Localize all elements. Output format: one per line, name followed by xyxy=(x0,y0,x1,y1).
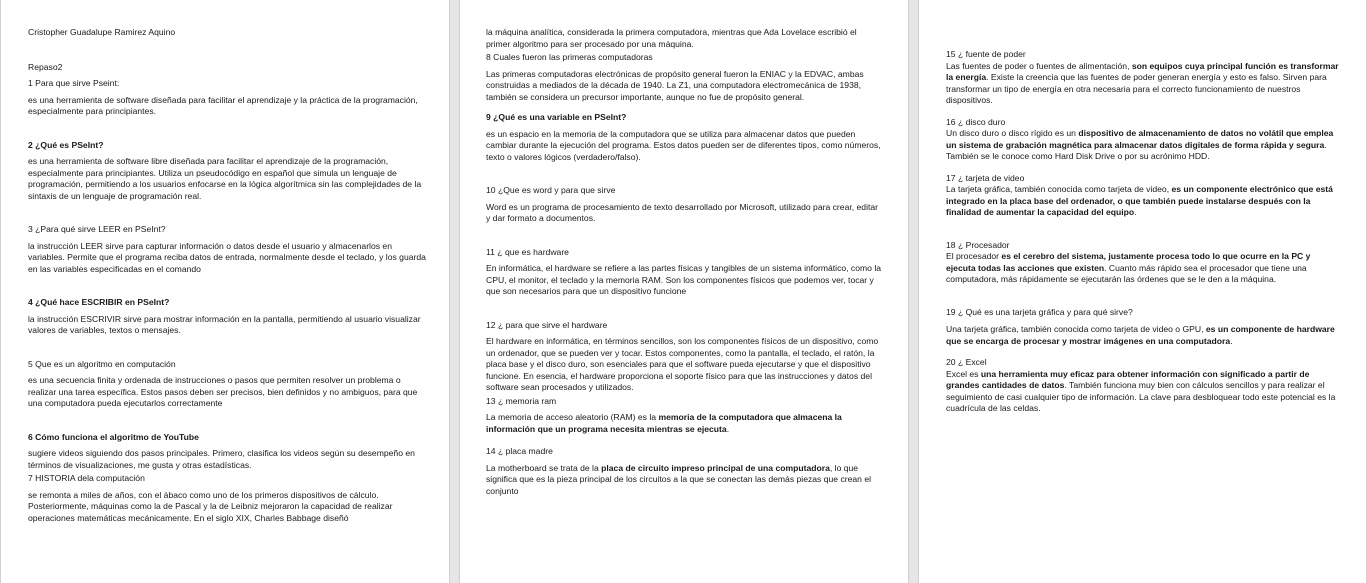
q14-answer-start: La motherboard se trata de la xyxy=(486,462,602,473)
q2-answer: es una herramienta de software libre diseñada para facilitar el aprendizaje de la programación, especialmente para principiantes. Utiliza un pseudocódigo en español que simula un lenguaje de programación, permitiendo a los usuarios enfocarse en la lógica algorítmica sin las complejidades de la sintaxis de un lenguaje de programación real. xyxy=(28,156,422,201)
q19-answer-bold: es un componente de hardware que se encarga de procesar y mostrar imágenes en una computadora xyxy=(946,324,1335,346)
q17-answer xyxy=(946,184,1340,219)
q13-answer-end: . xyxy=(726,423,730,434)
author-name: Cristopher Guadalupe Ramirez Aquino xyxy=(28,27,176,37)
q15-answer xyxy=(946,61,1340,107)
document-page-2[interactable] xyxy=(459,0,909,583)
q13-heading: 13 ¿ memoria ram xyxy=(486,395,557,406)
q18-answer xyxy=(946,251,1340,286)
q20-answer xyxy=(946,369,1340,415)
q16-answer-start: Un disco duro o disco rígido es un xyxy=(946,128,1079,138)
q4-answer: la instrucción ESCRIVIR sirve para mostrar información en la pantalla, permitiendo al usuario visualizar valores de variables, textos o mensajes. xyxy=(28,313,421,335)
q16-heading: 16 ¿ disco duro xyxy=(946,116,1006,127)
q14-heading: 14 ¿ placa madre xyxy=(486,446,553,456)
q1-heading: 1 Para que sirve Pseint: xyxy=(28,78,120,88)
q15-answer-bold: son equipos cuya principal función es transformar la energía xyxy=(946,60,1339,82)
q16-answer-bold: dispositivo de almacenamiento de datos no volátil que emplea un sistema de grabación magnética para almacenar datos digitales de forma rápida y segura xyxy=(946,128,1334,150)
q2-heading: 2 ¿Qué es PSeInt? xyxy=(28,139,104,150)
q13-answer xyxy=(486,412,882,435)
q18-answer-bold: es el cerebro del sistema, justamente procesa todo lo que ocurre en la PC y ejecuta todas las acciones que existen xyxy=(946,251,1311,273)
q20-answer-bold: una herramienta muy eficaz para obtener información con significado a partir de grandes cantidades de datos xyxy=(946,368,1310,390)
q14-answer-end: , lo que significa que es la pieza principal de los circuitos a la que se conectan las demás piezas que crean el conjunto xyxy=(486,462,872,496)
q10-heading: 10 ¿Que es word y para que sirve xyxy=(486,185,616,195)
q19-answer xyxy=(946,324,1340,347)
q19-answer-end: . xyxy=(1230,335,1233,346)
document-page-3[interactable] xyxy=(918,0,1367,583)
q17-answer-start: La tarjeta gráfica, también conocida como tarjeta de video, xyxy=(946,184,1172,194)
q19-heading: 19 ¿ Qué es una tarjeta gráfica y para qué sirve? xyxy=(946,306,1133,317)
q9-answer: es un espacio en la memoria de la computadora que se utiliza para almacenar datos que pueden cambiar durante la ejecución del programa. Estos datos pueden ser de diferentes tipos, como números, texto o valores lógicos (verdadero/falso). xyxy=(486,128,881,162)
q18-answer-start: El procesador xyxy=(946,251,1002,261)
q20-answer-start: Excel es xyxy=(946,368,981,379)
q10-answer: Word es un programa de procesamiento de texto desarrollado por Microsoft, utilizado para crear, editar y dar formato a documentos. xyxy=(486,201,879,223)
q17-heading: 17 ¿ tarjeta de video xyxy=(946,172,1025,183)
q15-answer-end: . Existe la creencia que las fuentes de poder generan energía y esto es falso. Sirven para transformar un tipo de energía en otra necesaria para el correcto funcionamiento de nuestros dispositivos. xyxy=(946,72,1327,105)
q11-answer: En informática, el hardware se refiere a las partes físicas y tangibles de un sistema informático, como la CPU, el monitor, el teclado y la memoria RAM. Son los componentes físicos que podemos ver, tocar y que son necesarios para que un dispositivo funcione xyxy=(486,263,882,296)
q3-heading: 3 ¿Para qué sirve LEER en PSeInt? xyxy=(28,224,166,234)
q16-answer-end: . También se le conoce como Hard Disk Drive o por su acrónimo HDD. xyxy=(946,139,1327,161)
q3-answer: la instrucción LEER sirve para capturar información o datos desde el usuario y almacenarlos en variables. Permite que el programa reciba datos de entrada, normalmente desde el teclado, y los guarda en las variables especificadas en el comando xyxy=(28,240,426,274)
q13-answer-start: La memoria de acceso aleatorio (RAM) es la xyxy=(486,412,659,422)
q14-answer xyxy=(486,463,882,498)
q7-answer: se remonta a miles de años, con el ábaco como uno de los primeros dispositivos de cálculo. Posteriormente, máquinas como la de Pascal y la de Leibniz mejoraron la capacidad de realizar operaciones matemáticas mecánicamente. En el siglo XIX, Charles Babbage diseñó xyxy=(28,489,393,523)
q5-heading: 5 Que es un algoritmo en computación xyxy=(28,358,176,369)
q8-heading: 8 Cuales fueron las primeras computadoras xyxy=(486,52,653,62)
q11-heading: 11 ¿ que es hardware xyxy=(486,246,569,257)
q7-heading: 7 HISTORIA dela computación xyxy=(28,473,145,483)
q18-heading: 18 ¿ Procesador xyxy=(946,239,1010,250)
q6-heading: 6 Cómo funciona el algoritmo de YouTube xyxy=(28,431,199,442)
q6-answer: sugiere videos siguiendo dos pasos principales. Primero, clasifica los videos según su desempeño en términos de visualizaciones, me gusta y otras estadísticas. xyxy=(28,448,415,470)
document-page-1[interactable] xyxy=(0,0,450,583)
q5-answer: es una secuencia finita y ordenada de instrucciones o pasos que permiten resolver un problema o realizar una tarea específica. Estos pasos deben ser precisos, bien definidos y no ambiguos, para que una computadora pueda ejecutarlos correctamente xyxy=(28,375,418,408)
q15-answer-start: Las fuentes de poder o fuentes de alimentación, xyxy=(946,60,1132,71)
q15-heading: 15 ¿ fuente de poder xyxy=(946,49,1026,59)
q1-answer: es una herramienta de software diseñada para facilitar el aprendizaje y la práctica de la programación, especialmente para principiantes. xyxy=(28,94,418,116)
q8-answer: Las primeras computadoras electrónicas de propósito general fueron la ENIAC y la EDVAC, ambas construidas a mediados de la década de 1940. La Z1, una computadora electromecánica de 1938, también se considera un precursor importante, aunque no fue de propósito general. xyxy=(486,68,864,102)
q12-heading: 12 ¿ para que sirve el hardware xyxy=(486,319,608,330)
q4-heading: 4 ¿Qué hace ESCRIBIR en PSeInt? xyxy=(28,297,170,307)
q16-answer xyxy=(946,128,1340,163)
q17-answer-end: . xyxy=(1134,207,1137,217)
q12-answer: El hardware en informática, en términos sencillos, son los componentes físicos de un dispositivo, como un ordenador, que se pueden ver y tocar. Estos componentes, como la pantalla, el teclado, el ratón, la placa base y el disco duro, son esenciales para que el software pueda ejecutarse y que el dispositivo funcione. En esencia, el hardware proporciona el soporte físico para que las instrucciones y datos del software sean procesados y utilizados. xyxy=(486,336,879,392)
q14-answer-bold: placa de circuito impreso principal de una computadora xyxy=(601,462,830,473)
q9-heading: 9 ¿Qué es una variable en PSeInt? xyxy=(486,112,627,122)
q17-answer-bold: es un componente electrónico que está integrado en la placa base del ordenador, o que también puede instalarse después con la finalidad de aumentar la capacidad del equipo xyxy=(946,184,1333,217)
q19-answer-start: Una tarjeta gráfica, también conocida como tarjeta de video o GPU, xyxy=(946,324,1206,334)
q20-answer-end: . También funciona muy bien con cálculos sencillos y para realizar el seguimiento de casi cualquier tipo de información. La clave para desbloquear todo este potencial es la cuadrícula de las celdas. xyxy=(946,380,1336,413)
document-title: Repaso2 xyxy=(28,61,63,72)
q18-answer-end: . Cuanto más rápido sea el procesador que tiene una computadora, más rápidamente se ejecutarán las órdenes que se le den a la máquina. xyxy=(946,262,1307,284)
q13-answer-bold: memoria de la computadora que almacena la información que un programa necesita mientras se ejecuta xyxy=(486,412,842,434)
q20-heading: 20 ¿ Excel xyxy=(946,357,987,367)
q7-answer-continued: la máquina analítica, considerada la primera computadora, mientras que Ada Lovelace escribió el primer algoritmo para ser procesado por una máquina. xyxy=(486,27,857,49)
